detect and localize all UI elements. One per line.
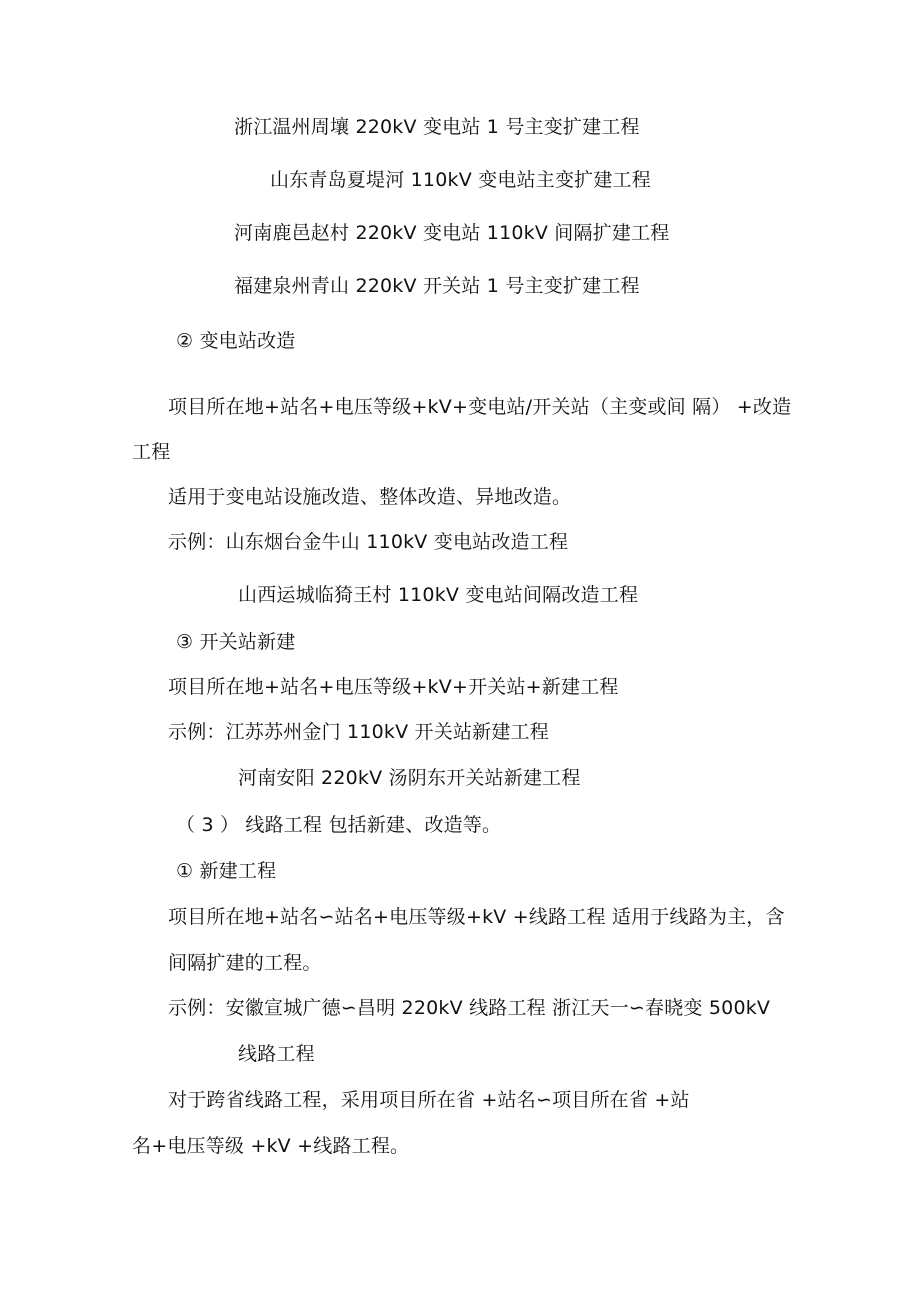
example-line: 浙江温州周壤 220kV 变电站 1 号主变扩建工程: [234, 116, 640, 138]
example-line: 示例：山东烟台金牛山 110kV 变电站改造工程: [168, 531, 569, 553]
paragraph-line: 项目所在地+站名+电压等级+kV+变电站/开关站（主变或间 隔） +改造: [168, 396, 792, 418]
section-heading: （ 3 ） 线路工程 包括新建、改造等。: [176, 814, 502, 836]
example-line: 示例：江苏苏州金门 110kV 开关站新建工程: [168, 721, 549, 743]
paragraph-line: 对于跨省线路工程，采用项目所在省 +站名∽项目所在省 +站: [168, 1089, 690, 1111]
example-line: 山东青岛夏堤河 110kV 变电站主变扩建工程: [270, 169, 651, 191]
example-line: 福建泉州青山 220kV 开关站 1 号主变扩建工程: [234, 275, 640, 297]
example-line: 示例：安徽宣城广德∽昌明 220kV 线路工程 浙江天一∽春晓变 500kV: [168, 997, 771, 1019]
example-line: 线路工程: [238, 1043, 315, 1065]
example-line: 河南安阳 220kV 汤阴东开关站新建工程: [238, 767, 581, 789]
paragraph-line: 项目所在地+站名∽站名+电压等级+kV +线路工程 适用于线路为主，含: [168, 906, 785, 928]
example-line: 山西运城临猗王村 110kV 变电站间隔改造工程: [238, 584, 639, 606]
paragraph-line: 工程: [132, 441, 171, 463]
paragraph-line: 间隔扩建的工程。: [168, 952, 322, 974]
example-line: 河南鹿邑赵村 220kV 变电站 110kV 间隔扩建工程: [234, 222, 670, 244]
section-heading: ① 新建工程: [176, 860, 277, 882]
paragraph-line: 项目所在地+站名+电压等级+kV+开关站+新建工程: [168, 676, 619, 698]
section-heading: ③ 开关站新建: [176, 631, 296, 653]
paragraph-line: 名+电压等级 +kV +线路工程。: [132, 1135, 410, 1157]
paragraph-line: 适用于变电站设施改造、整体改造、异地改造。: [168, 486, 572, 508]
section-heading: ② 变电站改造: [176, 330, 296, 352]
